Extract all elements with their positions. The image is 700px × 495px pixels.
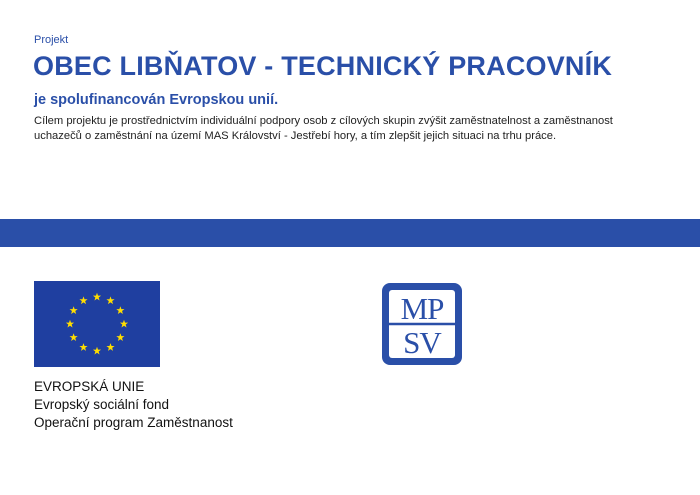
mpsv-logo-top-text: MP: [400, 291, 444, 326]
description-line: uchazečů o zaměstnání na území MAS Království - Jestřebí hory, a tím zlepšit jejich situaci na trhu práce.: [34, 130, 557, 142]
eu-caption: [34, 378, 233, 432]
mpsv-logo-bottom-text: SV: [403, 325, 441, 360]
page-title: OBEC LIBŇATOV - TECHNICKÝ PRACOVNÍK: [33, 51, 613, 81]
mpsv-logo: [382, 283, 462, 365]
cofinanced-subtitle: je spolufinancován Evropskou unií.: [34, 92, 279, 108]
eu-caption-line: Operační program Zaměstnanost: [34, 415, 233, 430]
project-label: Projekt: [34, 34, 69, 46]
eu-caption-line: Evropský sociální fond: [34, 397, 170, 412]
description-line: Cílem projektu je prostřednictvím individuální podpory osob z cílových skupin zvýšit zaměstnatelnost a zaměstnanost: [34, 115, 613, 127]
eu-caption-line: EVROPSKÁ UNIE: [34, 379, 145, 394]
blue-divider-band: [0, 219, 700, 247]
project-description: [34, 114, 674, 144]
eu-flag-icon: [34, 281, 160, 367]
